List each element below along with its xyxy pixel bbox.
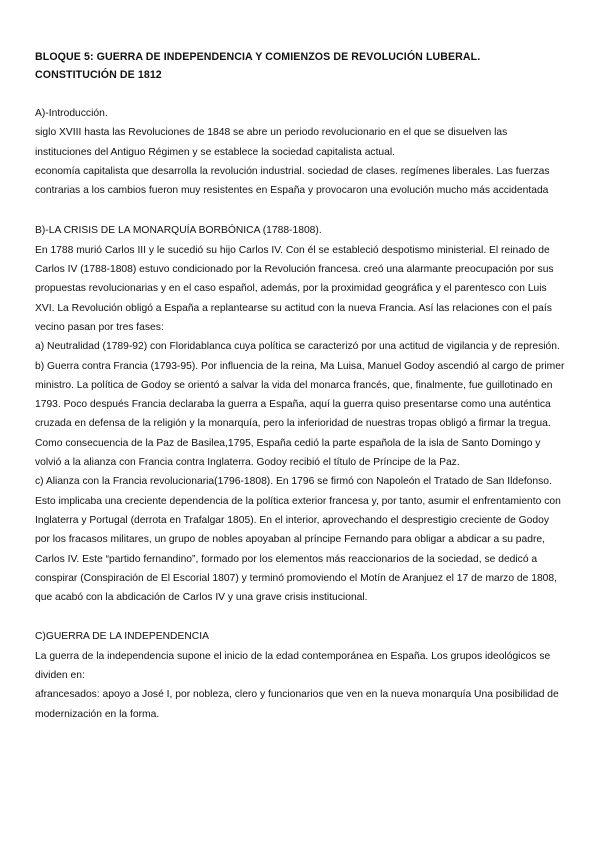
paragraph: a) Neutralidad (1789-92) con Floridablanca cuya política se caracterizó por una actitud de vigilancia y de represión. [35,341,560,353]
paragraph: En 1788 murió Carlos III y le sucedió su hijo Carlos IV. Con él se estableció despotismo ministerial. El reinado de Carlos IV (1788-1808) estuvo condicionado por la Revolución francesa. creó una alarmante preocupación por sus propuestas revolucionarias y en el caso español, además, por la proximidad geográfica y el parentesco con Luis XVI. La Revolución obligó a España a replantearse su actitud con la nueva Francia. Así las relaciones con el país vecino pasan por tres fases: [35,244,554,333]
paragraph: economía capitalista que desarrolla la revolución industrial. sociedad de clases. regímenes liberales. Las fuerzas contrarias a los cambios fueron muy resistentes en España y provocaron una evolución mucho más accidentada [35,165,550,197]
title-line-1: BLOQUE 5: GUERRA DE INDEPENDENCIA Y COMIENZOS DE REVOLUCIÓN LUBERAL. [35,51,481,63]
section-heading: C)GUERRA DE LA INDEPENDENCIA [35,631,209,643]
paragraph: c) Alianza con la Francia revolucionaria(1796-1808). En 1796 se firmó con Napoleón el Tratado de San Ildefonso. Esto implicaba una creciente dependencia de la política exterior francesa y, por tanto, asumir el enfrentamiento con Inglaterra y Portugal (derrota en Trafalgar 1805). En el interior, aprovechando el desprestigio creciente de Godoy por los fracasos militares, un grupo de nobles apoyaban al príncipe Fernando para obligar a abdicar a su padre, Carlos IV. Este “partido fernandino”, formado por los elementos más reaccionarios de la sociedad, se dedicó a conspirar (Conspiración de El Escorial 1807) y terminó promoviendo el Motín de Aranjuez el 17 de marzo de 1808, que acabó con la abdicación de Carlos IV y una grave crisis institucional. [35,476,561,604]
section-heading: B)-LA CRISIS DE LA MONARQUÍA BORBÓNICA (1788-1808). [35,225,322,237]
paragraph: b) Guerra contra Francia (1793-95). Por influencia de la reina, Ma Luisa, Manuel Godoy ascendió al cargo de primer ministro. La política de Godoy se orientó a salvar la vida del monarca francés, que, finalmente, fue guillotinado en 1793. Poco después Francia declaraba la guerra a España, aquí la guerra quiso presentarse como una auténtica cruzada en defensa de la religión y la monarquía, pero la inferioridad de nuestras tropas obligó a firmar la tregua. Como consecuencia de la Paz de Basilea,1795, España cedió la parte española de la isla de Santo Domingo y volvió a la alianza con Francia contra Inglaterra. Godoy recibió el título de Príncipe de la Paz. [35,360,565,469]
section-crisis-monarquia [35,221,565,607]
section-guerra-independencia [35,627,565,723]
section-heading: A)-Introducción. [35,108,108,119]
document-page [35,48,565,724]
title-line-2: CONSTITUCIÓN DE 1812 [35,69,162,81]
paragraph: siglo XVIII hasta las Revoluciones de 1848 se abre un periodo revolucionario en el que se disuelven las instituciones del Antiguo Régimen y se establece la sociedad capitalista actual. [35,127,508,158]
paragraph: afrancesados: apoyo a José I, por nobleza, clero y funcionarios que ven en la nueva monarquía Una posibilidad de modernización en la forma. [35,689,559,720]
section-introduccion [35,104,565,200]
document-title [35,48,565,84]
paragraph: La guerra de la independencia supone el inicio de la edad contemporánea en España. Los grupos ideológicos se dividen en: [35,650,551,682]
